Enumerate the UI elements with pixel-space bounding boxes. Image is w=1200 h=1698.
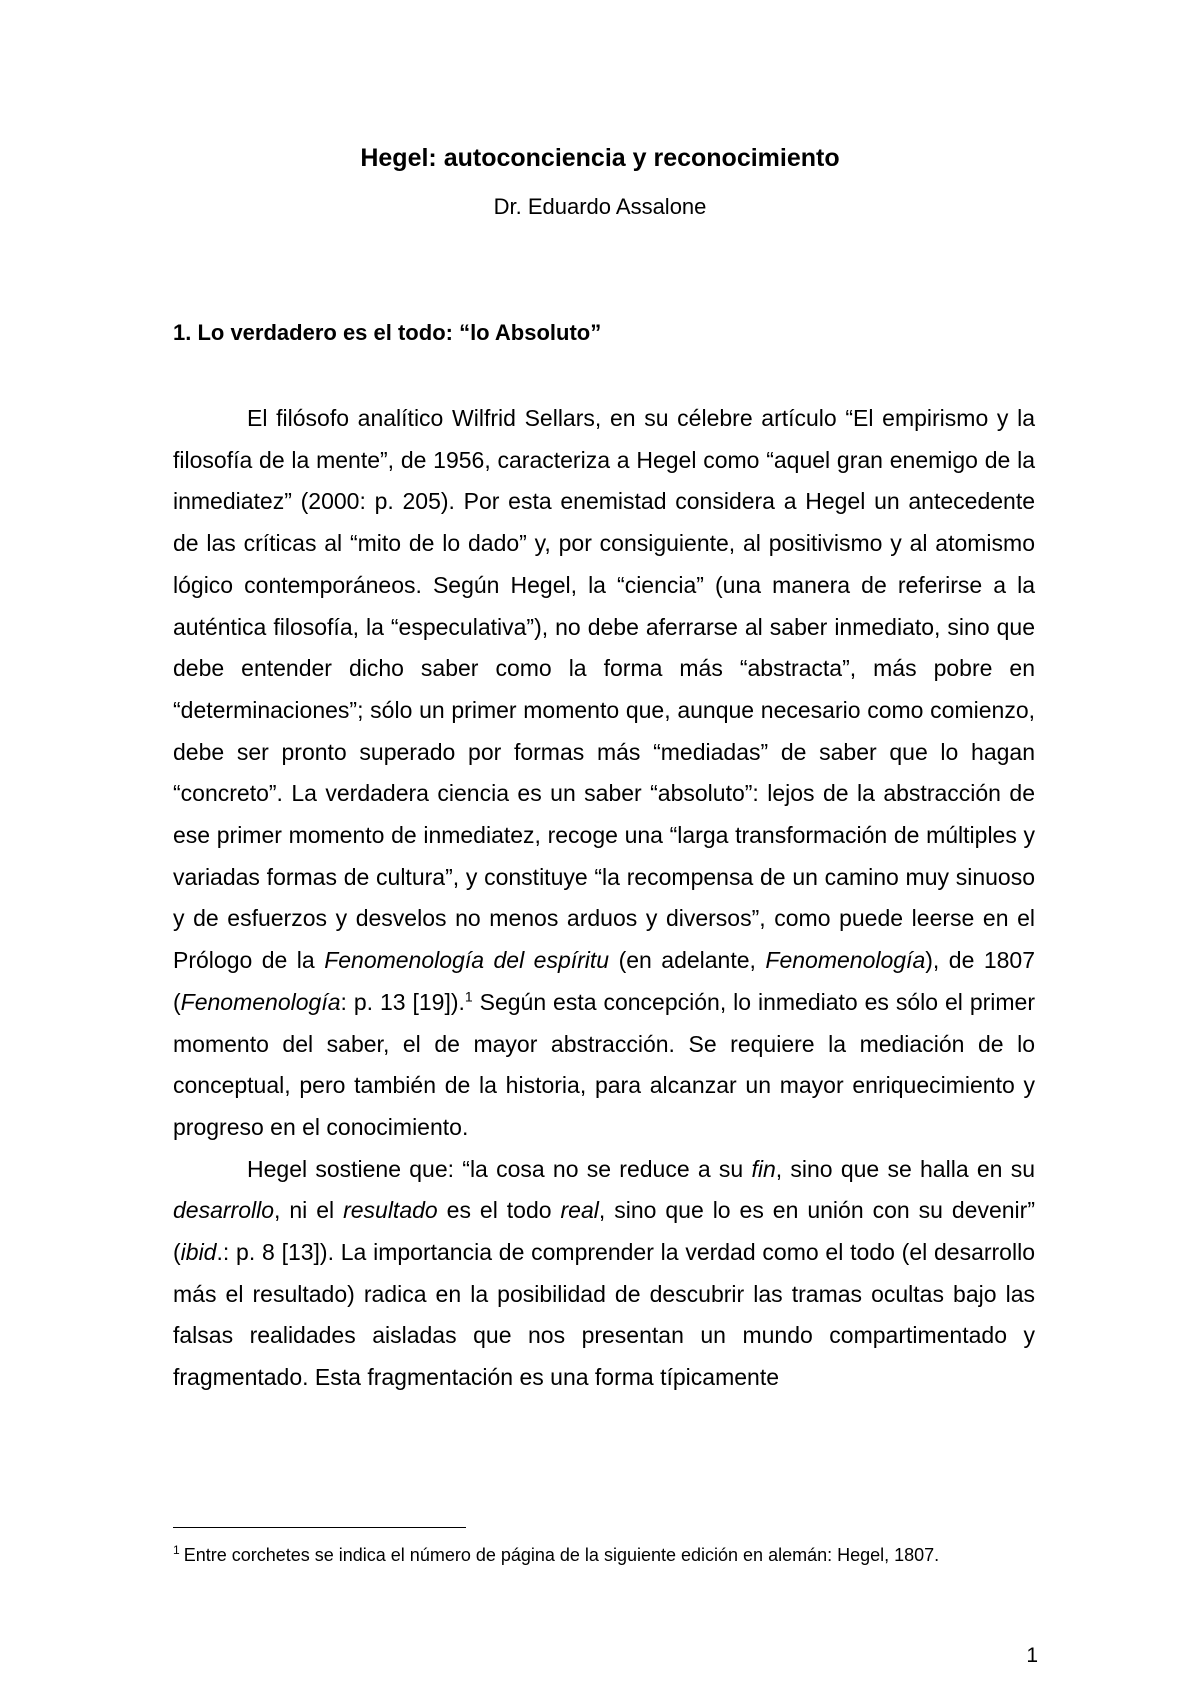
text-run: , sino que se halla en su — [775, 1155, 1035, 1182]
text-run: Según esta concepción, lo inmediato es sólo el primer momento del saber, el de mayor abstracción. Se requiere la mediación de lo conceptual, pero también de la historia, para alcanzar un mayor enriquecimiento y progreso en el conocimiento. — [173, 988, 1035, 1140]
document-title: Hegel: autoconciencia y reconocimiento — [360, 144, 840, 172]
text-run: (en adelante, — [609, 947, 766, 974]
text-run: , sino que lo es en unión con su devenir” ( — [173, 1197, 1035, 1266]
footnote-marker: 1 — [173, 1543, 180, 1557]
section-heading: 1. Lo verdadero es el todo: “lo Absoluto” — [173, 320, 602, 345]
italic-text: real — [560, 1197, 599, 1224]
italic-text: Fenomenología del espíritu — [324, 947, 610, 974]
body-text — [173, 398, 1035, 1399]
footnote-text: Entre corchetes se indica el número de página de la siguiente edición en alemán: Hegel, 1807. — [183, 1545, 940, 1565]
footnote-separator — [173, 1527, 466, 1528]
footnote-reference: 1 — [464, 988, 473, 1005]
italic-text: resultado — [343, 1197, 438, 1224]
text-run: El filósofo analítico Wilfrid Sellars, en su célebre artículo “El empirismo y la filosofía de la mente”, de 1956, caracteriza a Hegel como “aquel gran enemigo de la inmediatez” (2000: p. 205). Por esta enemistad considera a Hegel un antecedente de las críticas al “mito de lo dado” y, por consiguiente, al positivismo y al atomismo lógico contemporáneos. Según Hegel, la “ciencia” (una manera de referirse a la auténtica filosofía, la “especulativa”), no debe aferrarse al saber inmediato, sino que debe entender dicho saber como la forma más “abstracta”, más pobre en “determinaciones”; sólo un primer momento que, aunque necesario como comienzo, debe ser pronto superado por formas más “mediadas” de saber que lo hagan “concreto”. La verdadera ciencia es un saber “absoluto”: lejos de la abstracción de ese primer momento de inmediatez, recoge una “larga transformación de múltiples y variadas formas de cultura”, y constituye “la recompensa de un camino muy sinuoso y de esfuerzos y desvelos no menos arduos y diversos”, como puede leerse en el Prólogo de la — [173, 405, 1035, 974]
footnote — [173, 1543, 939, 1566]
italic-text: desarrollo — [173, 1197, 274, 1224]
text-run: .: p. 8 [13]). La importancia de comprender la verdad como el todo (el desarrollo más el resultado) radica en la posibilidad de descubrir las tramas ocultas bajo las falsas realidades aisladas que nos presentan un mundo compartimentado y fragmentado. Esta fragmentación es una forma típicamente — [173, 1239, 1035, 1391]
text-run: es el todo — [437, 1197, 561, 1224]
page-number: 1 — [1026, 1644, 1038, 1667]
italic-text: Fenomenología — [180, 988, 341, 1015]
italic-text: fin — [751, 1155, 776, 1182]
text-run: Hegel sostiene que: “la cosa no se reduce a su — [247, 1155, 752, 1182]
text-run: : p. 13 [19]). — [340, 988, 465, 1015]
paragraph — [173, 1149, 1035, 1399]
paragraph — [173, 398, 1035, 1149]
italic-text: Fenomenología — [765, 947, 926, 974]
text-run: ), de 1807 ( — [173, 947, 1035, 1015]
text-run: , ni el — [274, 1197, 344, 1224]
author-name: Dr. Eduardo Assalone — [493, 194, 707, 219]
italic-text: ibid — [180, 1239, 217, 1266]
